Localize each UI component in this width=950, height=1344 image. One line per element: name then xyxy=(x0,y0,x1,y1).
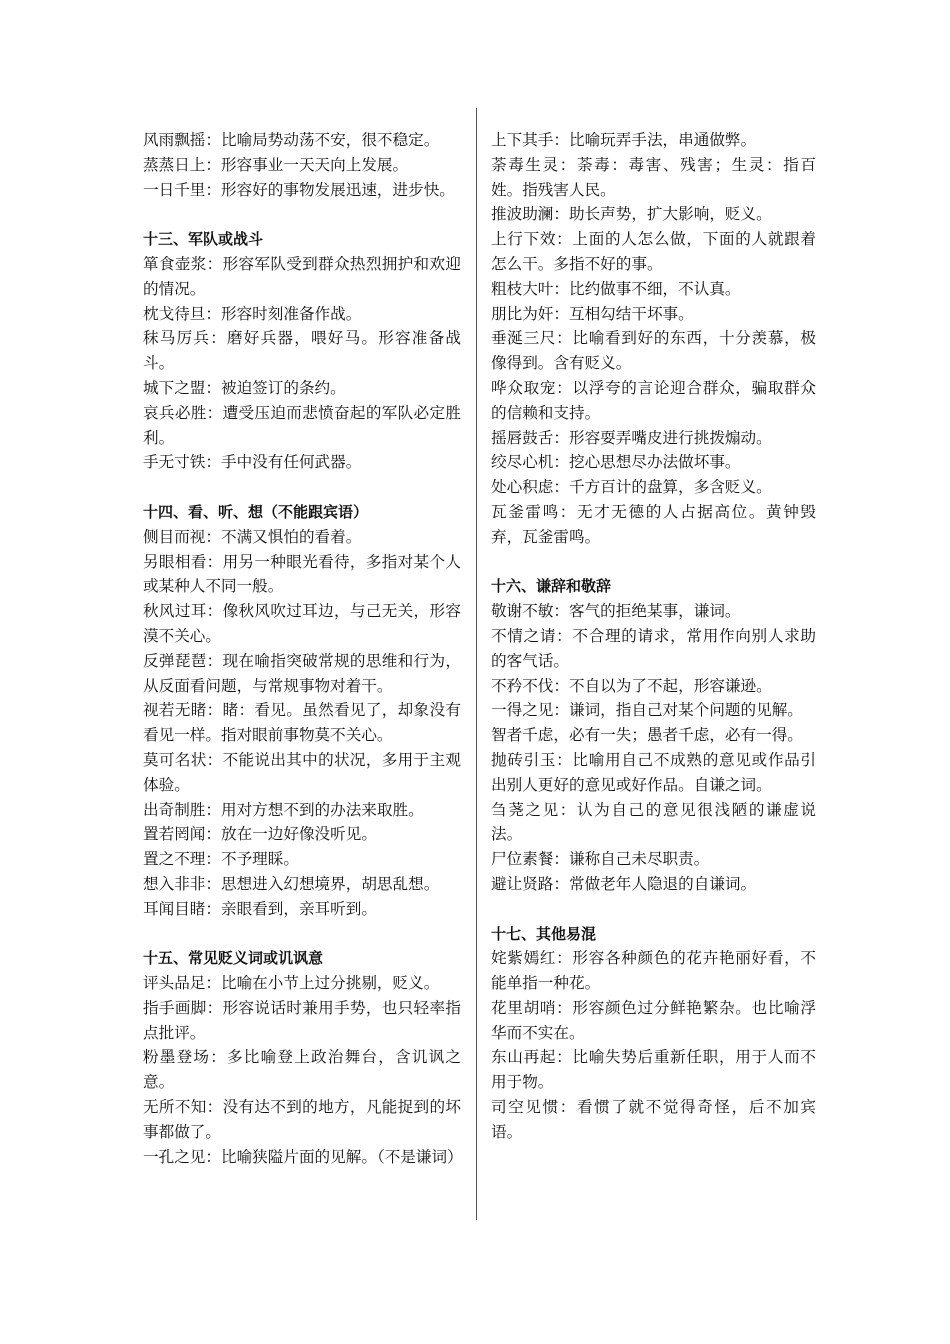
idiom-entry: 一得之见：谦词，指自己对某个问题的见解。 xyxy=(491,701,803,720)
idiom-entry: 瓦釜雷鸣：无才无德的人占据高位。黄钟毁弃，瓦釜雷鸣。 xyxy=(491,502,816,546)
idiom-entry: 东山再起：比喻失势后重新任职，用于人而不用于物。 xyxy=(491,1048,816,1092)
idiom-entry: 推波助澜：助长声势，扩大影响，贬义。 xyxy=(491,205,772,224)
idiom-entry: 不情之请：不合理的请求，常用作向别人求助的客气话。 xyxy=(491,626,816,670)
idiom-entry: 刍荛之见：认为自己的意见很浅陋的谦虚说法。 xyxy=(491,800,816,844)
idiom-entry: 上行下效：上面的人怎么做，下面的人就跟着怎么干。多指不好的事。 xyxy=(491,230,816,273)
idiom-entry: 秋风过耳：像秋风吹过耳边，与己无关，形容漠不关心。 xyxy=(143,602,461,645)
idiom-entry: 反弹琵琶：现在喻指突破常规的思维和行为，从反面看问题，与常规事物对着干。 xyxy=(143,651,461,695)
idiom-entry: 风雨飘摇：比喻局势动荡不安，很不稳定。 xyxy=(143,131,440,149)
idiom-entry: 智者千虑，必有一失；愚者千虑，必有一得。 xyxy=(491,726,803,745)
section-heading: 十六、谦辞和敬辞 xyxy=(491,577,612,596)
idiom-entry: 粗枝大叶：比约做事不细，不认真。 xyxy=(491,279,741,298)
left-column xyxy=(143,128,461,1169)
idiom-entry: 抛砖引玉：比喻用自己不成熟的意见或作品引出别人更好的意见或好作品。自谦之词。 xyxy=(491,750,816,794)
idiom-entry: 花里胡哨：形容颜色过分鲜艳繁杂。也比喻浮华而不实在。 xyxy=(491,998,816,1042)
idiom-entry: 箪食壶浆：形容军队受到群众热烈拥护和欢迎的情况。 xyxy=(143,254,461,298)
idiom-entry: 摇唇鼓舌：形容耍弄嘴皮进行挑拨煽动。 xyxy=(491,428,772,447)
idiom-entry: 想入非非：思想进入幻想境界，胡思乱想。 xyxy=(143,874,440,893)
idiom-entry: 蒸蒸日上：形容事业一天天向上发展。 xyxy=(143,155,409,174)
idiom-entry: 秣马厉兵：磨好兵器，喂好马。形容准备战斗。 xyxy=(143,329,461,373)
idiom-entry: 司空见惯：看惯了就不觉得奇怪，后不加宾语。 xyxy=(491,1098,816,1141)
section-heading: 十五、常见贬义词或讥讽意 xyxy=(143,949,324,968)
idiom-entry: 处心积虑：千方百计的盘算，多含贬义。 xyxy=(491,478,772,497)
idiom-entry: 绞尽心机：挖心思想尽办法做坏事。 xyxy=(491,453,741,472)
idiom-entry: 一孔之见：比喻狭隘片面的见解。（不是谦词） xyxy=(143,1147,463,1166)
idiom-entry: 哀兵必胜：遭受压迫而悲愤奋起的军队必定胜利。 xyxy=(143,403,461,447)
idiom-entry: 出奇制胜：用对方想不到的办法来取胜。 xyxy=(143,800,424,819)
idiom-entry: 一日千里：形容好的事物发展迅速，进步快。 xyxy=(143,180,455,199)
idiom-entry: 另眼相看：用另一种眼光看待，多指对某个人或某种人不同一般。 xyxy=(143,552,461,596)
section-heading: 十七、其他易混 xyxy=(491,924,597,943)
idiom-entry: 置若罔闻：放在一边好像没听见。 xyxy=(143,825,377,844)
idiom-entry: 朋比为奸：互相勾结干坏事。 xyxy=(491,304,694,323)
idiom-entry: 垂涎三尺：比喻看到好的东西，十分羡慕，极像得到。含有贬义。 xyxy=(491,329,816,373)
idiom-entry: 姹紫嫣红：形容各种颜色的花卉艳丽好看，不能单指一种花。 xyxy=(491,949,816,993)
idiom-entry: 莫可名状：不能说出其中的状况，多用于主观体验。 xyxy=(143,750,461,794)
idiom-entry: 置之不理：不予理睬。 xyxy=(143,850,299,869)
idiom-entry: 上下其手：比喻玩弄手法，串通做弊。 xyxy=(491,131,757,149)
idiom-entry: 耳闻目睹：亲眼看到，亲耳听到。 xyxy=(143,899,377,918)
idiom-entry: 无所不知：没有达不到的地方，凡能捉到的坏事都做了。 xyxy=(143,1098,461,1141)
idiom-entry: 手无寸铁：手中没有任何武器。 xyxy=(143,453,362,472)
idiom-entry: 尸位素餐：谦称自己未尽职责。 xyxy=(491,850,710,869)
section-heading: 十四、看、听、想（不能跟宾语） xyxy=(143,502,369,521)
idiom-entry: 避让贤路：常做老年人隐退的自谦词。 xyxy=(491,874,757,893)
idiom-entry: 不矜不伐：不自以为了不起，形容谦逊。 xyxy=(491,676,772,695)
right-column xyxy=(491,128,816,1145)
idiom-entry: 哗众取宠：以浮夸的言论迎合群众，骗取群众的信赖和支持。 xyxy=(491,378,816,422)
section-heading: 十三、军队或战斗 xyxy=(143,230,264,249)
column-divider xyxy=(476,108,477,1220)
idiom-entry: 城下之盟：被迫签订的条约。 xyxy=(143,378,346,397)
idiom-entry: 侧目而视：不满又惧怕的看着。 xyxy=(143,527,362,546)
idiom-entry: 敬谢不敏：客气的拒绝某事，谦词。 xyxy=(491,602,741,621)
idiom-entry: 视若无睹：睹：看见。虽然看见了，却象没有看见一样。指对眼前事物莫不关心。 xyxy=(143,701,461,745)
idiom-entry: 粉墨登场：多比喻登上政治舞台，含讥讽之意。 xyxy=(143,1048,461,1092)
idiom-entry: 荼毒生灵：荼毒：毒害、残害；生灵：指百姓。指残害人民。 xyxy=(491,155,816,199)
idiom-entry: 评头品足：比喻在小节上过分挑剔，贬义。 xyxy=(143,974,440,993)
idiom-entry: 枕戈待旦：形容时刻准备作战。 xyxy=(143,304,362,323)
idiom-entry: 指手画脚：形容说话时兼用手势，也只轻率指点批评。 xyxy=(143,998,461,1042)
